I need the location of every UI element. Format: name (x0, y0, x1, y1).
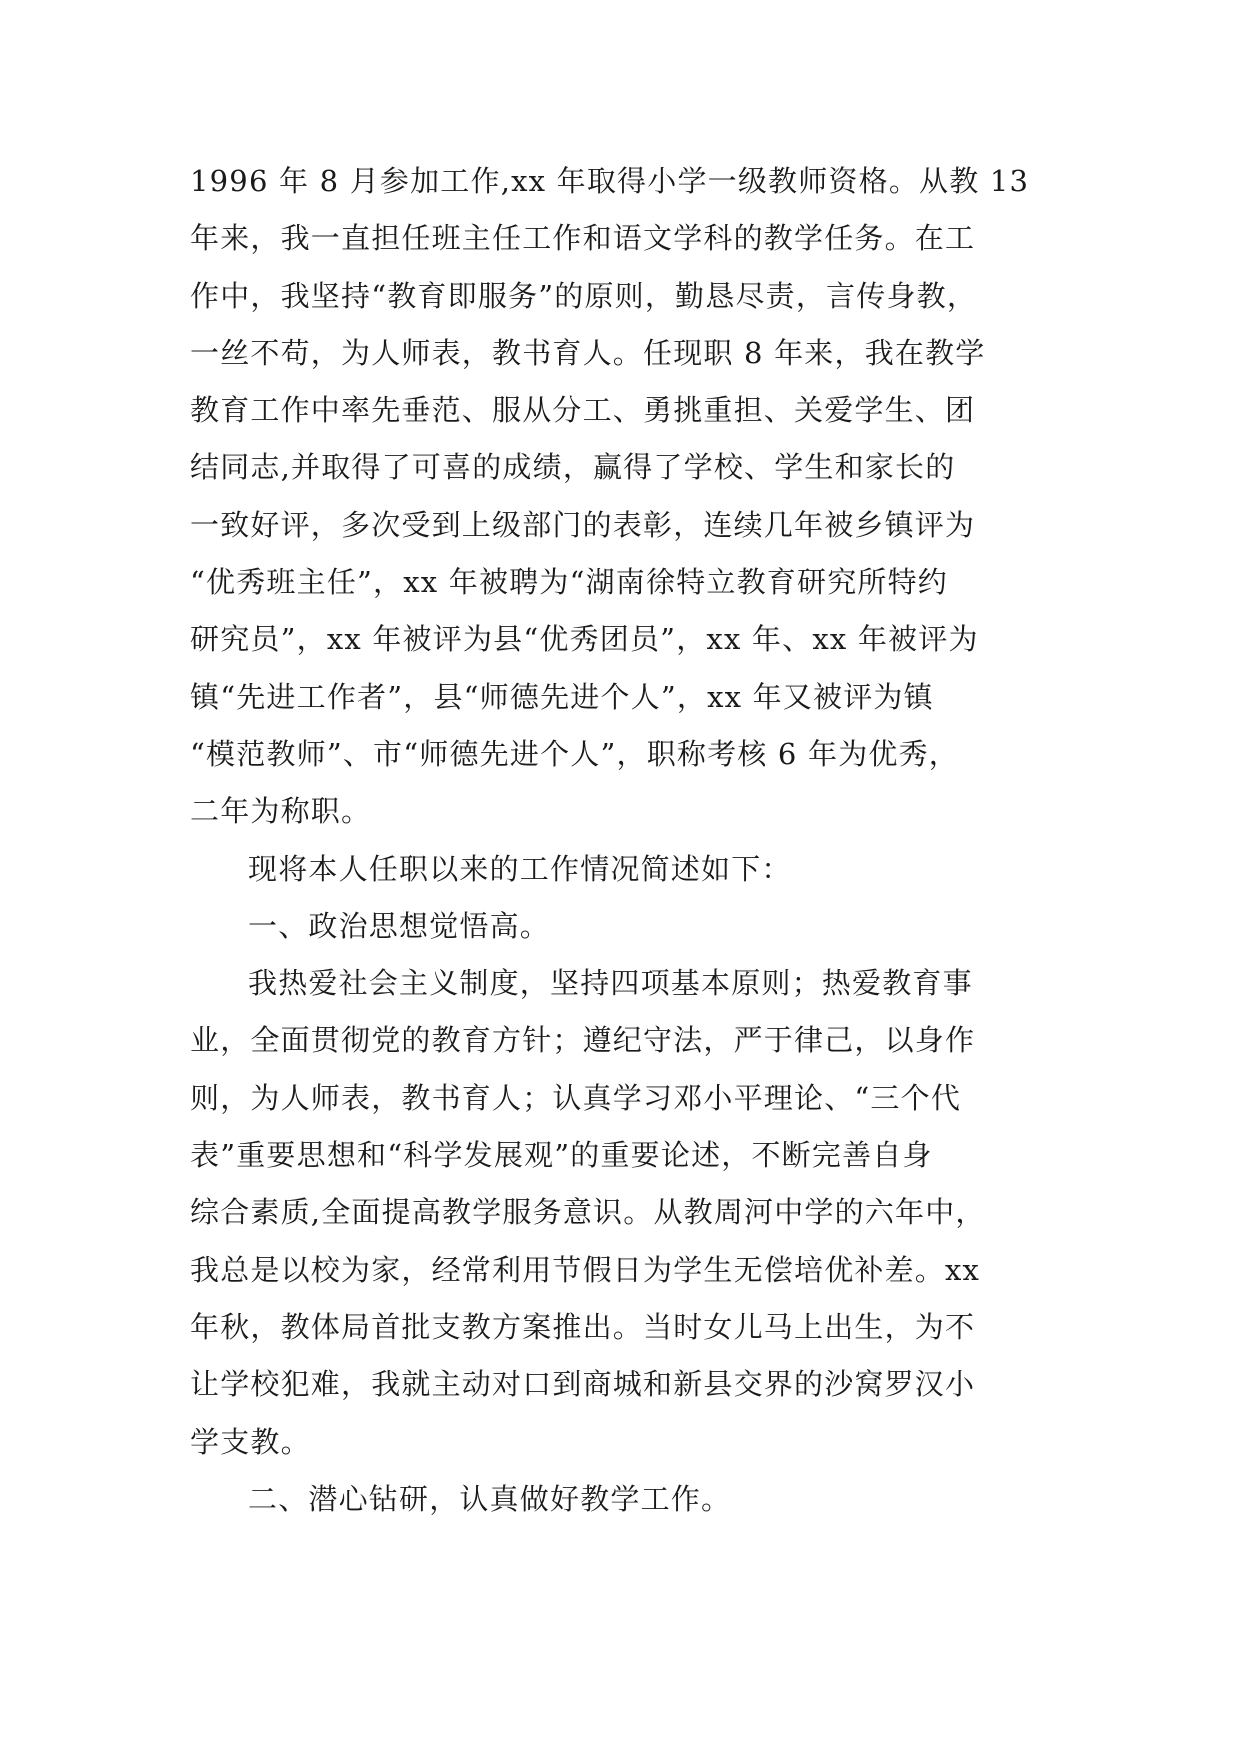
summary-intro: 现将本人任职以来的工作情况简述如下： (248, 851, 792, 886)
text-line: 年来，我一直担任班主任工作和语文学科的教学任务。在工 (190, 221, 976, 256)
text-line: 镇“先进工作者”，县“师德先进个人”，xx 年又被评为镇 (190, 679, 934, 714)
text-line: 1996 年 8 月参加工作,xx 年取得小学一级教师资格。从教 13 (190, 164, 1030, 198)
text-line: 研究员”，xx 年被评为县“优秀团员”，xx 年、xx 年被评为 (190, 622, 979, 657)
section-heading-2: 二、潜心钻研，认真做好教学工作。 (248, 1481, 732, 1516)
text-line: 则，为人师表，教书育人；认真学习邓小平理论、“三个代 (190, 1080, 962, 1115)
text-line: 我总是以校为家，经常利用节假日为学生无偿培优补差。xx (190, 1252, 981, 1287)
text-line: 结同志,并取得了可喜的成绩，赢得了学校、学生和家长的 (190, 450, 956, 485)
text-line: 业，全面贯彻党的教育方针；遵纪守法，严于律己，以身作 (190, 1023, 976, 1058)
text-line: 让学校犯难，我就主动对口到商城和新县交界的沙窝罗汉小 (190, 1367, 976, 1402)
text-line: 年秋，教体局首批支教方案推出。当时女儿马上出生，为不 (190, 1309, 976, 1344)
text-line: 二年为称职。 (190, 794, 372, 829)
text-line: 一丝不苟，为人师表，教书育人。任现职 8 年来，我在教学 (190, 335, 986, 370)
text-line: 一致好评，多次受到上级部门的表彰，连续几年被乡镇评为 (190, 507, 976, 542)
section1-paragraph (190, 955, 1062, 1471)
text-line: “优秀班主任”，xx 年被聘为“湖南徐特立教育研究所特约 (190, 565, 949, 600)
text-line: 教育工作中率先垂范、服从分工、勇挑重担、关爱学生、团 (190, 393, 976, 428)
text-line: “模范教师”、市“师德先进个人”，职称考核 6 年为优秀， (190, 736, 959, 771)
intro-paragraph (190, 153, 1062, 841)
section-heading-1: 一、政治思想觉悟高。 (248, 908, 551, 943)
document-body (190, 153, 1062, 1528)
text-line: 作中，我坚持“教育即服务”的原则，勤恳尽责，言传身教， (190, 278, 978, 313)
text-line: 我热爱社会主义制度，坚持四项基本原则；热爱教育事 (248, 966, 973, 1001)
text-line: 表”重要思想和“科学发展观”的重要论述，不断完善自身 (190, 1138, 933, 1173)
text-line: 综合素质,全面提高教学服务意识。从教周河中学的六年中， (190, 1195, 986, 1230)
text-line: 学支教。 (190, 1424, 311, 1459)
